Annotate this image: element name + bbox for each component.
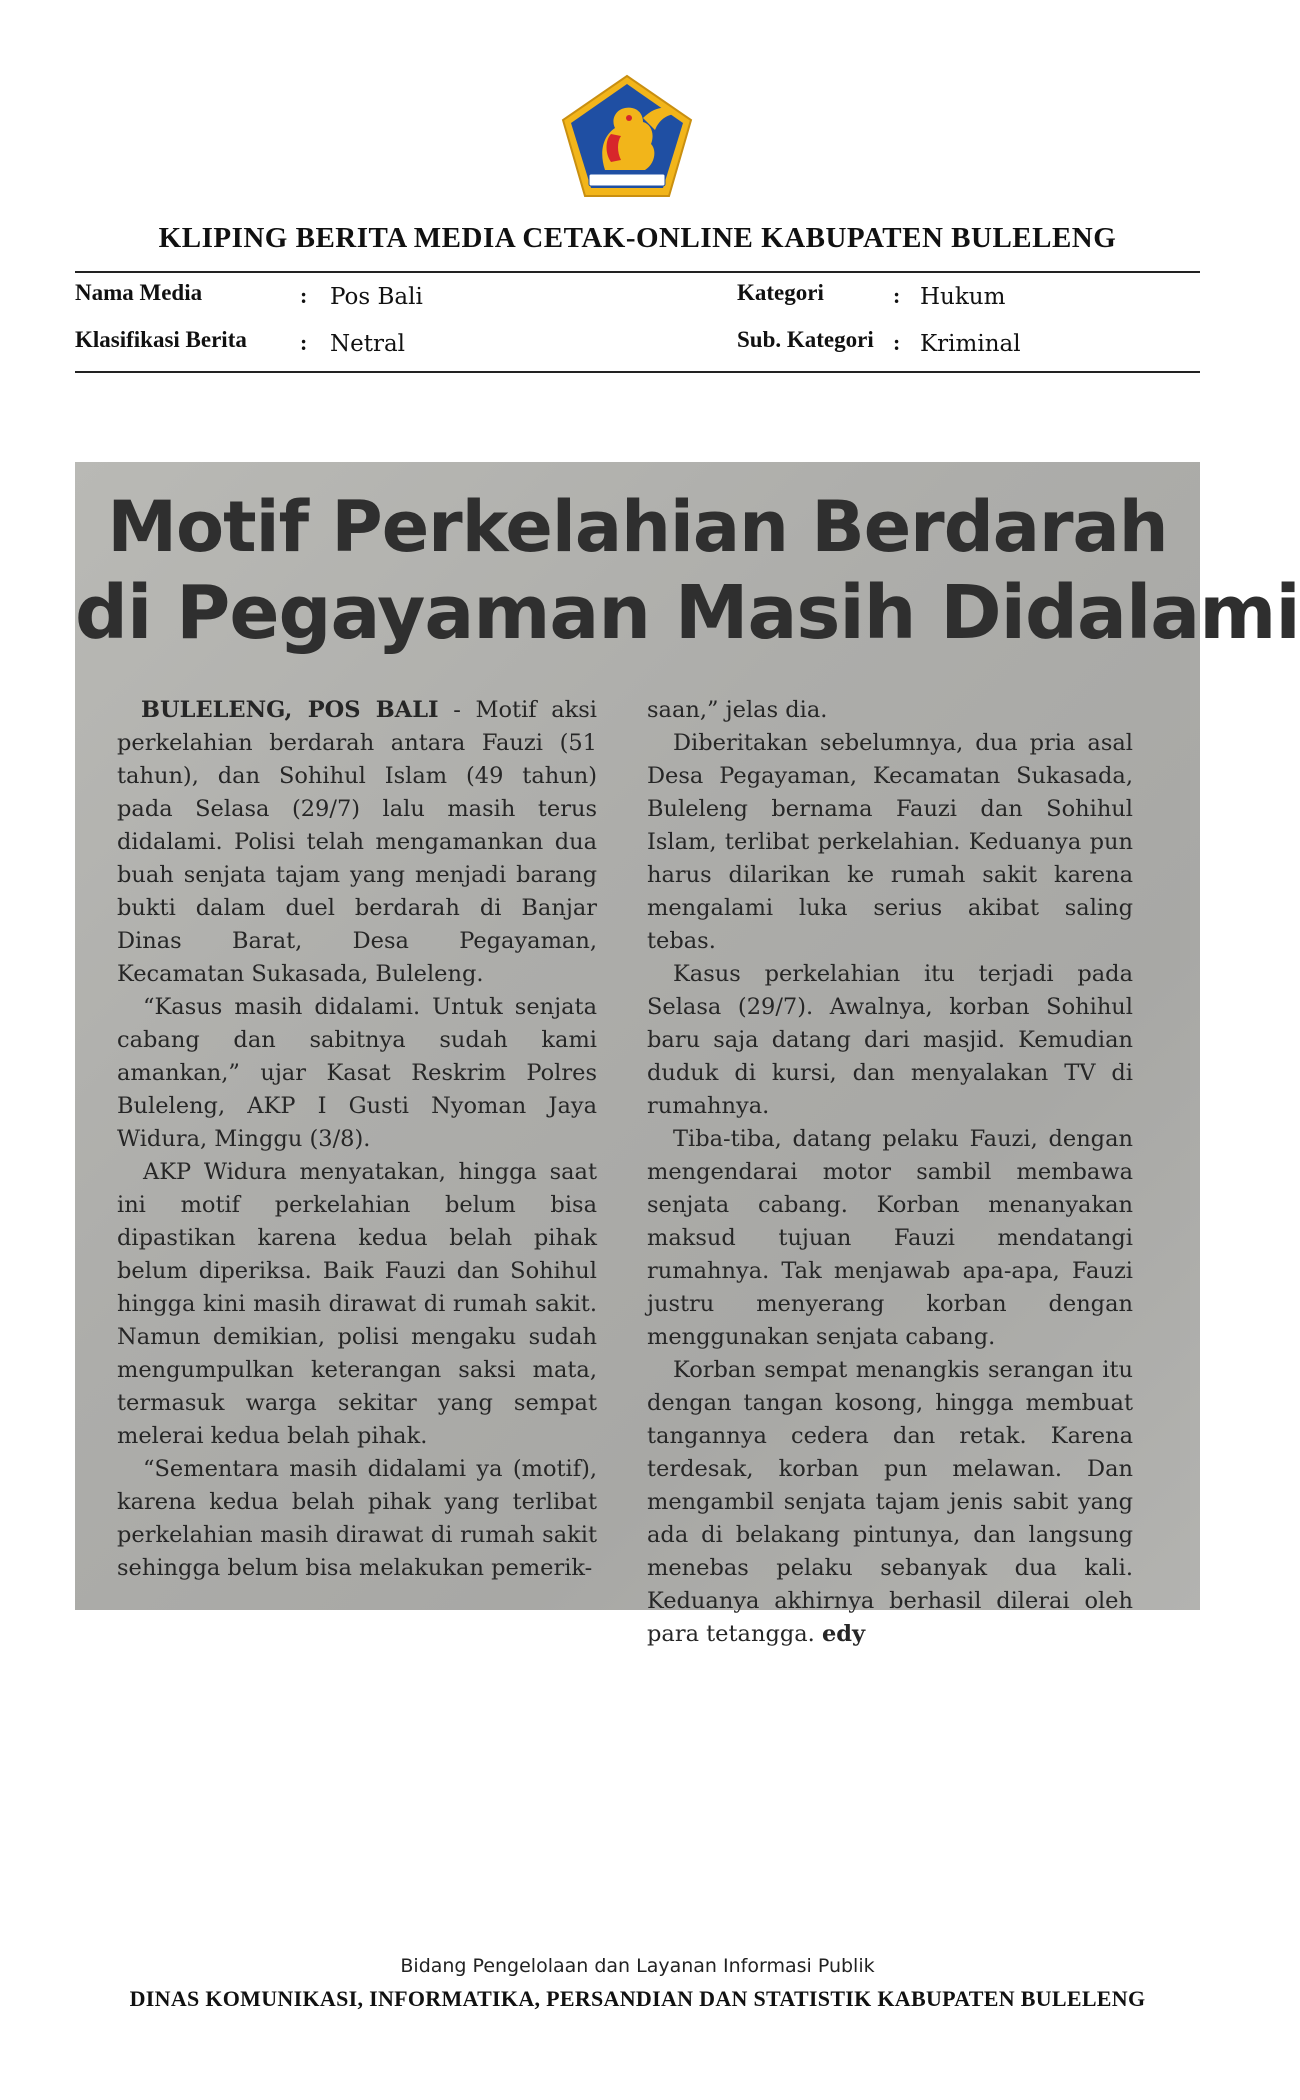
classification-value: Netral xyxy=(330,331,406,357)
category-label: Kategori xyxy=(737,280,824,305)
byline: edy xyxy=(821,1621,866,1647)
article-paragraph: “Kasus masih didalami. Untuk senjata cabang dan sabitnya sudah kami amankan,” ujar Kasat Reskrim Polres Buleleng, AKP I Gusti Nyoman Jaya Widura, Minggu (3/8). xyxy=(117,994,597,1152)
article-column-right xyxy=(647,694,1133,1651)
page-title: KLIPING BERITA MEDIA CETAK-ONLINE KABUPATEN BULELENG xyxy=(158,222,1117,254)
media-value: Pos Bali xyxy=(330,284,423,310)
dateline: BULELENG, POS BALI xyxy=(141,697,439,723)
subcategory-label: Sub. Kategori xyxy=(737,327,874,352)
newspaper-clipping xyxy=(75,462,1300,1647)
article-paragraph: “Sementara masih didalami ya (motif), karena kedua belah pihak yang terlibat perkelahian masih dirawat di rumah sakit sehingga belum bisa melakukan pemerik- xyxy=(117,1456,597,1581)
media-colon: : xyxy=(300,283,308,308)
singa-ambara-raja-crest-icon xyxy=(559,74,695,200)
footer-department: Bidang Pengelolaan dan Layanan Informasi Publik xyxy=(400,1955,875,1977)
article-paragraph: Diberitakan sebelumnya, dua pria asal Desa Pegayaman, Kecamatan Sukasada, Buleleng bernama Fauzi dan Sohihul Islam, terlibat perkelahian. Keduanya pun harus dilarikan ke rumah sakit karena mengalami luka serius akibat saling tebas. xyxy=(647,730,1133,954)
media-label: Nama Media xyxy=(75,280,203,305)
article-paragraph: AKP Widura menyatakan, hingga saat ini motif perkelahian belum bisa dipastikan karena kedua belah pihak belum diperiksa. Baik Fauzi dan Sohihul hingga kini masih dirawat di rumah sakit. Namun demikian, polisi mengaku sudah mengumpulkan keterangan saksi mata, termasuk warga sekitar yang sempat melerai kedua belah pihak. xyxy=(117,1159,597,1449)
article-paragraph: Tiba-tiba, datang pelaku Fauzi, dengan mengendarai motor sambil membawa senjata cabang. Korban menanyakan maksud tujuan Fauzi mendatangi rumahnya. Tak menjawab apa-apa, Fauzi justru menyerang korban dengan menggunakan senjata cabang. xyxy=(647,1126,1133,1350)
article-paragraph xyxy=(117,694,597,991)
header-rule-bottom xyxy=(75,371,1200,373)
article-paragraph xyxy=(647,1354,1133,1651)
header-rule-top xyxy=(75,271,1200,273)
paragraph-text: - Motif aksi perkelahian berdarah antara Fauzi (51 tahun), dan Sohihul Islam (49 tahun) pada Selasa (29/7) lalu masih terus didalami. Polisi telah mengamankan dua buah senjata tajam yang menjadi barang bukti dalam duel berdarah di Banjar Dinas Barat, Desa Pegayaman, Kecamatan Sukasada, Buleleng. xyxy=(117,697,597,987)
subcategory-value: Kriminal xyxy=(920,331,1021,357)
article-column-left xyxy=(117,694,597,1585)
classification-label: Klasifikasi Berita xyxy=(75,327,247,352)
subcategory-colon: : xyxy=(893,330,901,355)
paragraph-text: Korban sempat menangkis serangan itu dengan tangan kosong, hingga membuat tangannya cedera dan retak. Karena terdesak, korban pun melawan. Dan mengambil senjata tajam jenis sabit yang ada di belakang pintunya, dan langsung menebas pelaku sebanyak dua kali. Keduanya akhirnya berhasil dilerai oleh para tetangga. xyxy=(647,1357,1133,1647)
regency-logo xyxy=(559,74,695,200)
headline-line-1: Motif Perkelahian Berdarah xyxy=(107,486,1168,568)
article-paragraph: saan,” jelas dia. xyxy=(647,697,828,723)
category-colon: : xyxy=(893,283,901,308)
classification-colon: : xyxy=(300,330,308,355)
footer-agency: DINAS KOMUNIKASI, INFORMATIKA, PERSANDIAN DAN STATISTIK KABUPATEN BULELENG xyxy=(129,1986,1146,2011)
article-paragraph: Kasus perkelahian itu terjadi pada Selasa (29/7). Awalnya, korban Sohihul baru saja datang dari masjid. Kemudian duduk di kursi, dan menyalakan TV di rumahnya. xyxy=(647,961,1133,1119)
category-value: Hukum xyxy=(920,284,1006,310)
headline-line-2: di Pegayaman Masih Didalami xyxy=(75,570,1300,656)
